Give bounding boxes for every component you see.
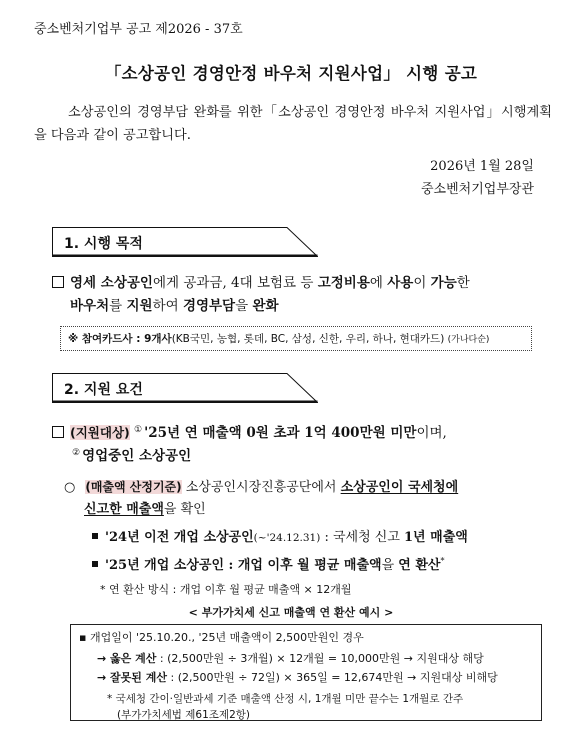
example-title: < 부가가치세 신고 매출액 연 환산 예시 > bbox=[188, 606, 394, 619]
purpose-term: 사용 bbox=[387, 275, 414, 291]
section-2-label: 2. 지원 요건 bbox=[64, 382, 143, 398]
purpose-term: 경영부담 bbox=[182, 298, 236, 314]
card-companies-label: ※ 참여카드사 : 9개사 bbox=[68, 333, 172, 345]
footnote-mark: * bbox=[440, 556, 445, 566]
correct-label: → 옳은 계산 bbox=[97, 652, 157, 665]
target-tag: (지원대상) bbox=[70, 425, 130, 440]
example-box bbox=[70, 624, 542, 721]
purpose-text: 에 bbox=[369, 275, 388, 291]
revenue-standard-line-1 bbox=[64, 476, 458, 495]
checkbox-square-icon bbox=[52, 426, 64, 438]
square-bullet-icon bbox=[92, 561, 98, 567]
example-wrong bbox=[97, 669, 498, 685]
square-bullet-icon bbox=[92, 533, 98, 539]
issuer: 중소벤처기업부장관 bbox=[420, 182, 534, 197]
purpose-text: 를 bbox=[109, 298, 127, 314]
purpose-term: 완화 bbox=[252, 298, 279, 314]
revenue-standard-text: 소상공인시장진흥공단에서 bbox=[185, 480, 341, 495]
purpose-text: 에게 공과금, 4대 보험료 등 bbox=[152, 275, 318, 291]
target-condition-2: 영업중인 소상공인 bbox=[82, 448, 192, 464]
correct-text: : (2,500만원 ÷ 3개월) × 12개월 = 10,000만원 → 지원대상 해당 bbox=[156, 652, 484, 665]
circle-number: ① bbox=[134, 424, 143, 435]
purpose-text: 하여 bbox=[152, 298, 183, 314]
purpose-term: 바우처 bbox=[70, 298, 110, 314]
target-condition-tail: 이며, bbox=[416, 425, 447, 441]
purpose-term: 가능 bbox=[430, 275, 457, 291]
section-1-header bbox=[52, 227, 318, 257]
revenue-standard-emphasis: 신고한 매출액 bbox=[84, 502, 164, 517]
intro-paragraph: 소상공인의 경영부담 완화를 위한「소상공인 경영안정 바우처 지원사업」시행계획을 다음과 같이 공고합니다. bbox=[34, 105, 552, 143]
target-line-1 bbox=[52, 421, 447, 441]
page-title: 「소상공인 경영안정 바우처 지원사업」 시행 공고 bbox=[104, 64, 478, 83]
purpose-text: 을 bbox=[235, 298, 253, 314]
target-condition-1: '25년 연 매출액 0원 초과 1억 400만원 미만 bbox=[144, 425, 417, 441]
bullet-term: '25년 개업 소상공인 : 개업 이후 월 평균 매출액 bbox=[105, 558, 382, 573]
revenue-standard-emphasis: 소상공인이 국세청에 bbox=[340, 480, 459, 495]
wrong-text: : (2,500만원 ÷ 72일) × 365일 = 12,674만원 → 지원대상 비해당 bbox=[167, 671, 498, 684]
revenue-standard-tail: 을 확인 bbox=[163, 502, 206, 517]
bullet-text: 을 bbox=[381, 558, 399, 573]
notice-number: 중소벤처기업부 공고 제2026 - 37호 bbox=[34, 22, 243, 37]
purpose-text: 한 bbox=[456, 275, 470, 291]
example-case: ▪ 개업일이 '25.10.20., '25년 매출액이 2,500만원인 경우 bbox=[79, 631, 364, 644]
bullet-term: 1년 매출액 bbox=[404, 530, 468, 545]
purpose-line-2 bbox=[52, 295, 572, 318]
example-note-2: (부가가치세법 제61조제2항) bbox=[117, 709, 251, 721]
card-companies-list: (KB국민, 농협, 롯데, BC, 삼성, 신한, 우리, 하나, 현대카드) bbox=[171, 333, 445, 345]
revenue-standard-tag: (매출액 산정기준) bbox=[85, 480, 182, 494]
bullet-2025-opened bbox=[92, 554, 444, 573]
bullet-term: 연 환산 bbox=[398, 558, 441, 573]
purpose-text: 이 bbox=[413, 275, 431, 291]
wrong-label: → 잘못된 계산 bbox=[97, 671, 168, 684]
circle-number: ② bbox=[72, 447, 81, 458]
bullet-date-range: (~'24.12.31) bbox=[253, 532, 321, 544]
section-1-label: 1. 시행 목적 bbox=[64, 236, 143, 252]
card-companies-order: (가나다순) bbox=[447, 335, 490, 345]
target-line-2 bbox=[72, 444, 191, 464]
example-correct bbox=[97, 650, 484, 666]
purpose-term: 지원 bbox=[126, 298, 153, 314]
bullet-before-2024 bbox=[92, 526, 468, 545]
section-2-header bbox=[52, 373, 318, 403]
card-companies-box bbox=[60, 326, 532, 351]
purpose-line-1 bbox=[52, 272, 572, 295]
purpose-term: 고정비용 bbox=[317, 275, 370, 291]
announcement-date: 2026년 1월 28일 bbox=[430, 159, 534, 174]
purpose-paragraph bbox=[52, 272, 572, 318]
checkbox-square-icon bbox=[52, 276, 64, 288]
conversion-note: * 연 환산 방식 : 개업 이후 월 평균 매출액 × 12개월 bbox=[100, 583, 352, 596]
example-note-1: * 국세청 간이·일반과세 기준 매출액 산정 시, 1개월 미만 끝수는 1개월로 간주 bbox=[107, 693, 464, 705]
circle-bullet-icon: ○ bbox=[64, 480, 76, 495]
bullet-text: : 국세청 신고 bbox=[320, 530, 405, 545]
revenue-standard-line-2 bbox=[84, 498, 206, 517]
purpose-term: 영세 소상공인 bbox=[70, 275, 153, 291]
bullet-term: '24년 이전 개업 소상공인 bbox=[105, 530, 254, 545]
